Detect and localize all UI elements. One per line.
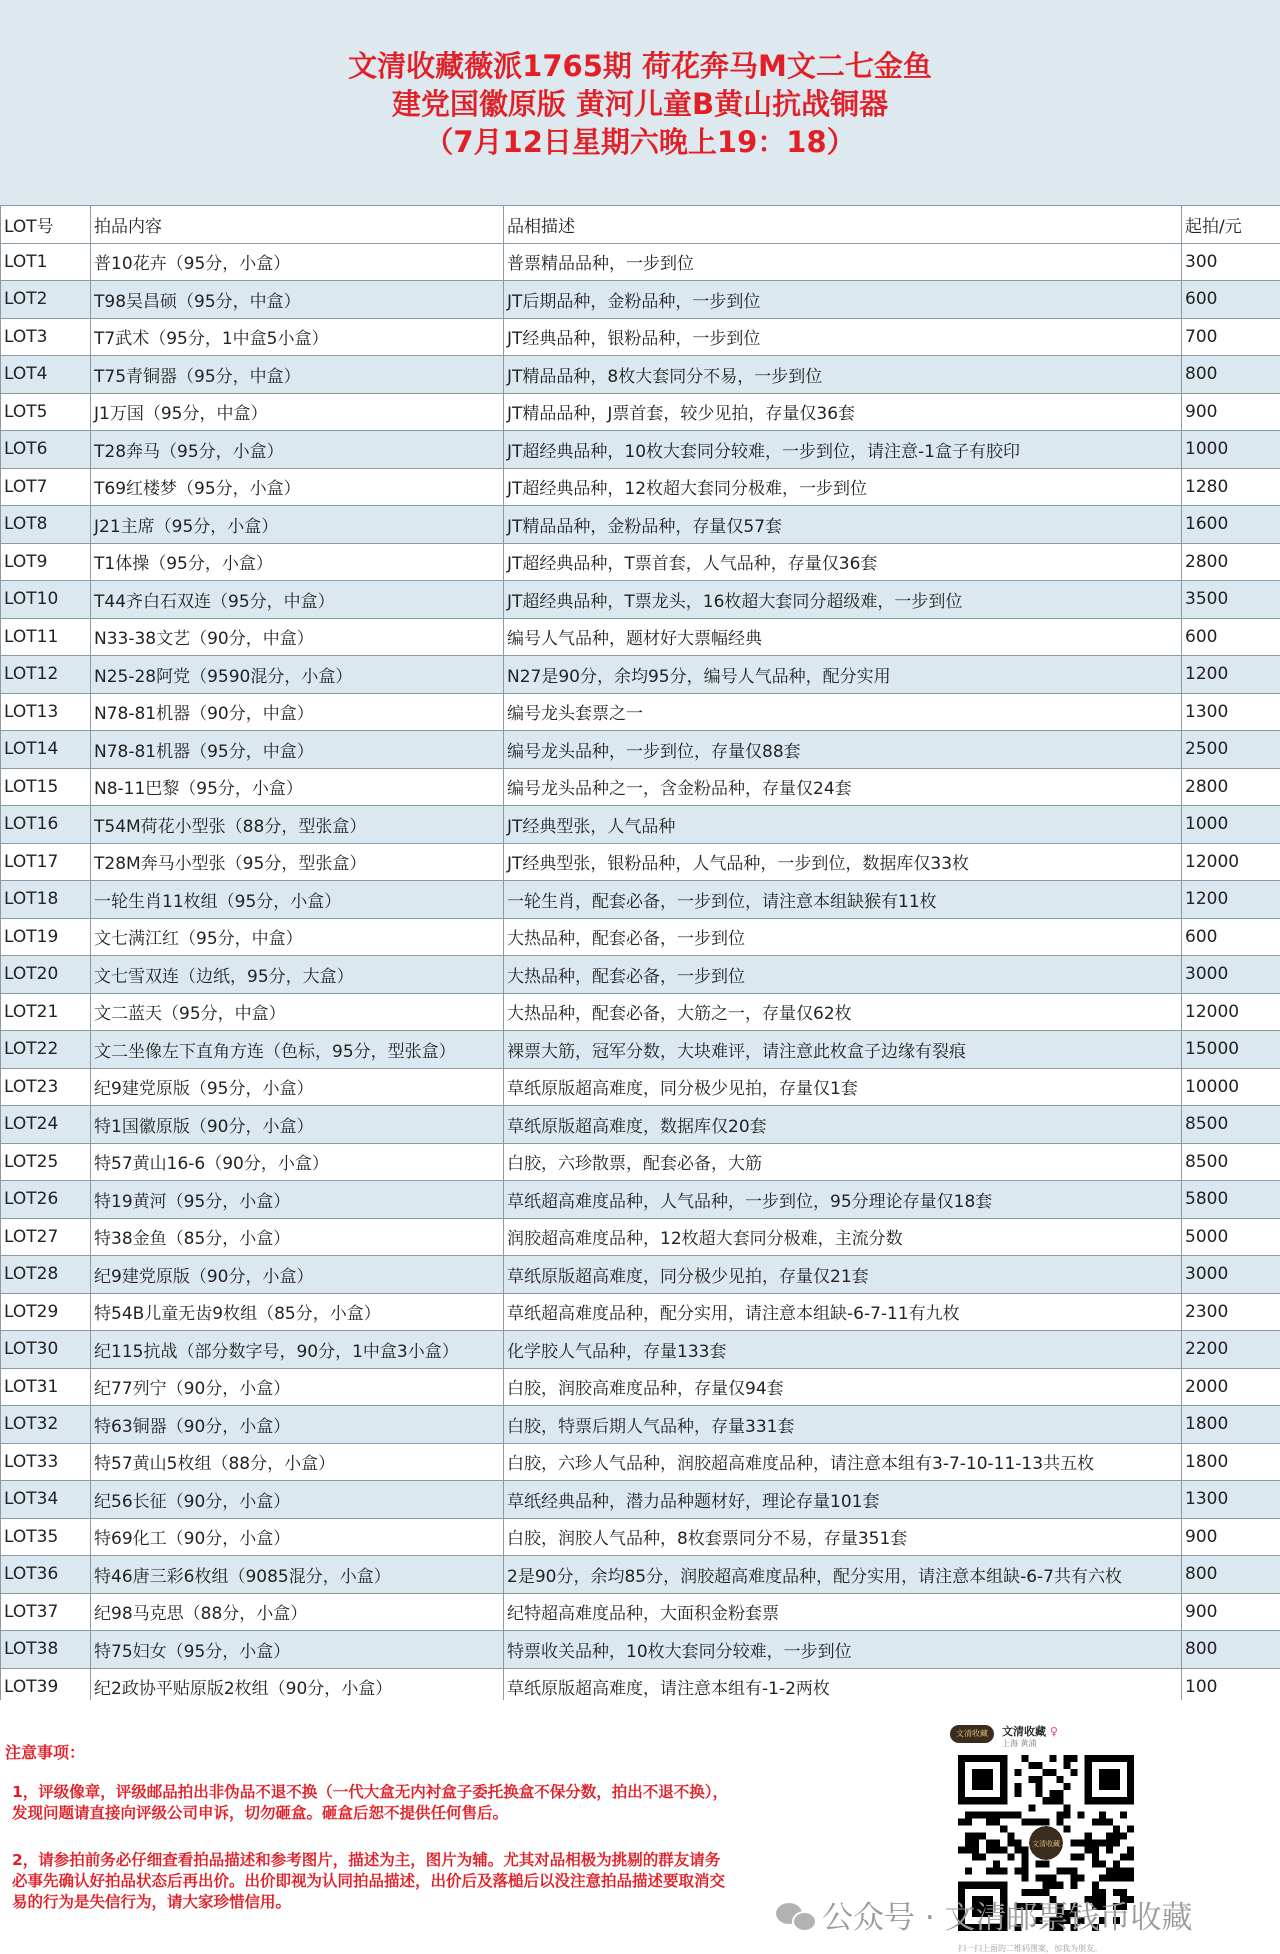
cell-start-price: 1280 [1182, 468, 1280, 506]
cell-start-price: 10000 [1182, 1068, 1280, 1106]
cell-description: JT超经典品种，12枚超大套同分极难，一步到位 [504, 468, 1182, 506]
cell-description: 编号人气品种，题材好大票幅经典 [504, 618, 1182, 656]
cell-description: JT超经典品种，10枚大套同分较难，一步到位，请注意-1盒子有胶印 [504, 431, 1182, 469]
cell-lot: LOT35 [1, 1518, 91, 1556]
cell-description: N27是90分，余均95分，编号人气品种，配分实用 [504, 656, 1182, 694]
cell-description: 草纸原版超高难度，同分极少见拍，存量仅1套 [504, 1068, 1182, 1106]
cell-item: 纪77列宁（90分，小盒） [91, 1368, 504, 1406]
cell-item: 文二蓝天（95分，中盒） [91, 993, 504, 1031]
cell-description: JT超经典品种，T票龙头，16枚超大套同分超级难，一步到位 [504, 581, 1182, 619]
brand-name [1002, 1723, 1058, 1739]
cell-item: N33-38文艺（90分，中盒） [91, 618, 504, 656]
cell-lot: LOT7 [1, 468, 91, 506]
cell-start-price: 2300 [1182, 1293, 1280, 1331]
cell-lot: LOT23 [1, 1068, 91, 1106]
cell-item: 特38金鱼（85分，小盒） [91, 1218, 504, 1256]
cell-item: 普10花卉（95分，小盒） [91, 243, 504, 281]
table-row [1, 1218, 1280, 1256]
cell-item: T69红楼梦（95分，小盒） [91, 468, 504, 506]
cell-description: 草纸超高难度品种，配分实用，请注意本组缺-6-7-11有九枚 [504, 1293, 1182, 1331]
cell-description: 白胶，六珍散票，配套必备，大筋 [504, 1143, 1182, 1181]
cell-description: JT超经典品种，T票首套，人气品种，存量仅36套 [504, 543, 1182, 581]
cell-description: 编号龙头套票之一 [504, 693, 1182, 731]
title-line-2: 建党国徽原版 黄河儿童B黄山抗战铜器 [391, 87, 889, 121]
notes-section [0, 1700, 1280, 1954]
cell-item: N25-28阿党（9590混分，小盒） [91, 656, 504, 694]
cell-item: 文七满江红（95分，中盒） [91, 918, 504, 956]
cell-lot: LOT21 [1, 993, 91, 1031]
cell-start-price: 1200 [1182, 881, 1280, 919]
cell-description: 草纸原版超高难度，同分极少见拍，存量仅21套 [504, 1256, 1182, 1294]
table-row [1, 1331, 1280, 1369]
cell-start-price: 5800 [1182, 1181, 1280, 1219]
cell-lot: LOT31 [1, 1368, 91, 1406]
cell-start-price: 600 [1182, 618, 1280, 656]
cell-item: T7武术（95分，1中盒5小盒） [91, 318, 504, 356]
cell-start-price: 2500 [1182, 731, 1280, 769]
cell-start-price: 2800 [1182, 768, 1280, 806]
cell-description: 草纸超高难度品种，人气品种，一步到位，95分理论存量仅18套 [504, 1181, 1182, 1219]
cell-description: 大热品种，配套必备，一步到位 [504, 956, 1182, 994]
table-row [1, 1106, 1280, 1144]
lot-table-body [1, 243, 1280, 1706]
cell-start-price: 8500 [1182, 1106, 1280, 1144]
cell-start-price: 3500 [1182, 581, 1280, 619]
table-row [1, 1256, 1280, 1294]
qr-center-logo-text: 文清收藏 [1031, 1838, 1061, 1848]
cell-item: J21主席（95分，小盒） [91, 506, 504, 544]
cell-description: 编号龙头品种之一，含金粉品种，存量仅24套 [504, 768, 1182, 806]
wechat-icon [776, 1901, 816, 1929]
watermark-text: 公众号 · 文清邮票钱币收藏 [822, 1900, 1193, 1936]
cell-item: 纪2政协平贴原版2枚组（90分，小盒） [91, 1668, 504, 1706]
table-row [1, 1556, 1280, 1594]
brand-badge: 文清收藏 [950, 1725, 994, 1743]
cell-start-price: 100 [1182, 1668, 1280, 1706]
cell-lot: LOT34 [1, 1481, 91, 1519]
cell-lot: LOT18 [1, 881, 91, 919]
cell-item: J1万国（95分，中盒） [91, 393, 504, 431]
cell-lot: LOT13 [1, 693, 91, 731]
cell-item: 特54B儿童无齿9枚组（85分，小盒） [91, 1293, 504, 1331]
cell-lot: LOT19 [1, 918, 91, 956]
cell-lot: LOT25 [1, 1143, 91, 1181]
cell-description: 草纸原版超高难度，数据库仅20套 [504, 1106, 1182, 1144]
cell-lot: LOT8 [1, 506, 91, 544]
cell-start-price: 600 [1182, 918, 1280, 956]
table-row [1, 806, 1280, 844]
table-header-row [1, 206, 1280, 244]
cell-start-price: 1000 [1182, 806, 1280, 844]
table-row [1, 393, 1280, 431]
cell-start-price: 900 [1182, 1518, 1280, 1556]
cell-lot: LOT29 [1, 1293, 91, 1331]
table-row [1, 506, 1280, 544]
cell-description: JT经典型张，人气品种 [504, 806, 1182, 844]
cell-item: 特69化工（90分，小盒） [91, 1518, 504, 1556]
cell-start-price: 1000 [1182, 431, 1280, 469]
cell-item: 纪9建党原版（95分，小盒） [91, 1068, 504, 1106]
cell-description: 白胶，润胶人气品种，8枚套票同分不易，存量351套 [504, 1518, 1182, 1556]
cell-item: N8-11巴黎（95分，小盒） [91, 768, 504, 806]
cell-description: 2是90分，余均85分，润胶超高难度品种，配分实用，请注意本组缺-6-7共有六枚 [504, 1556, 1182, 1594]
cell-start-price: 300 [1182, 243, 1280, 281]
cell-item: 文七雪双连（边纸，95分，大盒） [91, 956, 504, 994]
cell-lot: LOT14 [1, 731, 91, 769]
header-item: 拍品内容 [91, 206, 504, 244]
cell-start-price: 700 [1182, 318, 1280, 356]
cell-lot: LOT30 [1, 1331, 91, 1369]
table-row [1, 1181, 1280, 1219]
cell-description: 白胶，六珍人气品种，润胶超高难度品种，请注意本组有3-7-10-11-13共五枚 [504, 1443, 1182, 1481]
cell-lot: LOT28 [1, 1256, 91, 1294]
cell-start-price: 3000 [1182, 1256, 1280, 1294]
cell-start-price: 1300 [1182, 693, 1280, 731]
table-row [1, 1068, 1280, 1106]
cell-lot: LOT20 [1, 956, 91, 994]
cell-lot: LOT33 [1, 1443, 91, 1481]
cell-item: 特57黄山5枚组（88分，小盒） [91, 1443, 504, 1481]
cell-item: 特46唐三彩6枚组（9085混分，小盒） [91, 1556, 504, 1594]
cell-description: 普票精品品种，一步到位 [504, 243, 1182, 281]
cell-description: 编号龙头品种，一步到位，存量仅88套 [504, 731, 1182, 769]
cell-lot: LOT4 [1, 356, 91, 394]
cell-item: 纪9建党原版（90分，小盒） [91, 1256, 504, 1294]
lot-table [0, 205, 1280, 1706]
cell-start-price: 900 [1182, 1593, 1280, 1631]
cell-lot: LOT9 [1, 543, 91, 581]
cell-start-price: 800 [1182, 356, 1280, 394]
title-line-3: （7月12日星期六晚上19：18） [424, 125, 856, 159]
table-row [1, 918, 1280, 956]
cell-description: 纪特超高难度品种，大面积金粉套票 [504, 1593, 1182, 1631]
cell-item: 纪98马克思（88分，小盒） [91, 1593, 504, 1631]
table-row [1, 1593, 1280, 1631]
table-row [1, 993, 1280, 1031]
cell-lot: LOT32 [1, 1406, 91, 1444]
cell-description: JT精品品种，8枚大套同分不易，一步到位 [504, 356, 1182, 394]
cell-start-price: 1300 [1182, 1481, 1280, 1519]
cell-item: 特63铜器（90分，小盒） [91, 1406, 504, 1444]
cell-item: T28奔马（95分，小盒） [91, 431, 504, 469]
cell-description: JT经典品种，银粉品种，一步到位 [504, 318, 1182, 356]
cell-start-price: 900 [1182, 393, 1280, 431]
table-row [1, 1518, 1280, 1556]
cell-description: 特票收关品种，10枚大套同分较难，一步到位 [504, 1631, 1182, 1669]
cell-lot: LOT11 [1, 618, 91, 656]
cell-start-price: 2800 [1182, 543, 1280, 581]
cell-item: T28M奔马小型张（95分，型张盒） [91, 843, 504, 881]
cell-start-price: 800 [1182, 1631, 1280, 1669]
cell-lot: LOT3 [1, 318, 91, 356]
cell-start-price: 1200 [1182, 656, 1280, 694]
cell-start-price: 1800 [1182, 1406, 1280, 1444]
table-row [1, 1031, 1280, 1069]
cell-item: N78-81机器（90分，中盒） [91, 693, 504, 731]
notes-title: 注意事项： [5, 1743, 86, 1762]
cell-lot: LOT17 [1, 843, 91, 881]
qr-caption: 扫一扫上面的二维码图案，加我为朋友。 [958, 1944, 1102, 1953]
page-header [0, 0, 1280, 205]
cell-item: N78-81机器（95分，中盒） [91, 731, 504, 769]
cell-lot: LOT16 [1, 806, 91, 844]
cell-item: 特57黄山16-6（90分，小盒） [91, 1143, 504, 1181]
cell-description: 大热品种，配套必备，大筋之一，存量仅62枚 [504, 993, 1182, 1031]
cell-start-price: 800 [1182, 1556, 1280, 1594]
cell-lot: LOT39 [1, 1668, 91, 1706]
header-description: 品相描述 [504, 206, 1182, 244]
cell-lot: LOT24 [1, 1106, 91, 1144]
cell-start-price: 12000 [1182, 993, 1280, 1031]
cell-item: T44齐白石双连（95分，中盒） [91, 581, 504, 619]
cell-lot: LOT36 [1, 1556, 91, 1594]
cell-description: 裸票大筋，冠军分数，大块难评，请注意此枚盒子边缘有裂痕 [504, 1031, 1182, 1069]
cell-start-price: 15000 [1182, 1031, 1280, 1069]
table-row [1, 1443, 1280, 1481]
table-row [1, 581, 1280, 619]
cell-item: 一轮生肖11枚组（95分，小盒） [91, 881, 504, 919]
table-row [1, 656, 1280, 694]
cell-description: 一轮生肖，配套必备，一步到位，请注意本组缺猴有11枚 [504, 881, 1182, 919]
cell-start-price: 8500 [1182, 1143, 1280, 1181]
cell-lot: LOT38 [1, 1631, 91, 1669]
watermark [776, 1892, 1193, 1937]
table-row [1, 1143, 1280, 1181]
table-row [1, 731, 1280, 769]
cell-lot: LOT27 [1, 1218, 91, 1256]
cell-start-price: 12000 [1182, 843, 1280, 881]
cell-description: 草纸原版超高难度，请注意本组有-1-2两枚 [504, 1668, 1182, 1706]
cell-lot: LOT37 [1, 1593, 91, 1631]
title-block [0, 47, 1280, 161]
table-row [1, 881, 1280, 919]
cell-item: 特19黄河（95分，小盒） [91, 1181, 504, 1219]
table-row [1, 468, 1280, 506]
cell-lot: LOT15 [1, 768, 91, 806]
cell-description: 白胶，润胶高难度品种，存量仅94套 [504, 1368, 1182, 1406]
cell-start-price: 1600 [1182, 506, 1280, 544]
cell-lot: LOT22 [1, 1031, 91, 1069]
table-row [1, 543, 1280, 581]
cell-lot: LOT6 [1, 431, 91, 469]
cell-lot: LOT12 [1, 656, 91, 694]
cell-item: 纪56长征（90分，小盒） [91, 1481, 504, 1519]
cell-start-price: 1800 [1182, 1443, 1280, 1481]
table-row [1, 1293, 1280, 1331]
table-row [1, 281, 1280, 319]
cell-item: T54M荷花小型张（88分，型张盒） [91, 806, 504, 844]
cell-start-price: 3000 [1182, 956, 1280, 994]
cell-description: 草纸经典品种，潜力品种题材好，理论存量101套 [504, 1481, 1182, 1519]
cell-item: 纪115抗战（部分数字号，90分，1中盒3小盒） [91, 1331, 504, 1369]
table-row [1, 318, 1280, 356]
cell-description: JT后期品种，金粉品种，一步到位 [504, 281, 1182, 319]
cell-start-price: 2200 [1182, 1331, 1280, 1369]
cell-item: 文二坐像左下直角方连（色标，95分，型张盒） [91, 1031, 504, 1069]
note-paragraph-2: 2，请参拍前务必仔细查看拍品描述和参考图片，描述为主，图片为辅。尤其对品相极为挑剔的群友请务必事先确认好拍品状态后再出价。出价即视为认同拍品描述，出价后及落槌后以没注意拍品描述要取消交易的行为是失信行为，请大家珍惜信用。 [12, 1851, 726, 1911]
table-row [1, 243, 1280, 281]
cell-lot: LOT10 [1, 581, 91, 619]
cell-item: 特75妇女（95分，小盒） [91, 1631, 504, 1669]
cell-start-price: 5000 [1182, 1218, 1280, 1256]
header-lot: LOT号 [1, 206, 91, 244]
cell-item: T1体操（95分，小盒） [91, 543, 504, 581]
female-icon: ♀ [1049, 1725, 1058, 1738]
cell-lot: LOT2 [1, 281, 91, 319]
cell-start-price: 600 [1182, 281, 1280, 319]
cell-item: 特1国徽原版（90分，小盒） [91, 1106, 504, 1144]
cell-item: T98吴昌硕（95分，中盒） [91, 281, 504, 319]
cell-item: T75青铜器（95分，中盒） [91, 356, 504, 394]
cell-description: JT精品品种，金粉品种，存量仅57套 [504, 506, 1182, 544]
table-row [1, 1406, 1280, 1444]
header-start-price: 起拍/元 [1182, 206, 1280, 244]
table-row [1, 1631, 1280, 1669]
cell-description: 白胶，特票后期人气品种，存量331套 [504, 1406, 1182, 1444]
title-line-1: 文清收藏薇派1765期 荷花奔马M文二七金鱼 [348, 49, 932, 83]
cell-lot: LOT1 [1, 243, 91, 281]
cell-description: JT精品品种，J票首套，较少见拍，存量仅36套 [504, 393, 1182, 431]
table-row [1, 618, 1280, 656]
table-row [1, 768, 1280, 806]
table-row [1, 431, 1280, 469]
table-row [1, 356, 1280, 394]
table-row [1, 843, 1280, 881]
cell-lot: LOT26 [1, 1181, 91, 1219]
note-paragraph-1: 1，评级像章，评级邮品拍出非伪品不退不换（一代大盒无内衬盒子委托换盒不保分数，拍出不退不换），发现问题请直接向评级公司申诉，切勿砸盒。砸盒后恕不提供任何售后。 [12, 1783, 729, 1822]
table-row [1, 693, 1280, 731]
cell-description: JT经典型张，银粉品种，人气品种，一步到位，数据库仅33枚 [504, 843, 1182, 881]
brand-location: 上海 黄浦 [1002, 1739, 1037, 1748]
cell-description: 润胶超高难度品种，12枚超大套同分极难，主流分数 [504, 1218, 1182, 1256]
table-row [1, 1368, 1280, 1406]
cell-description: 大热品种，配套必备，一步到位 [504, 918, 1182, 956]
cell-description: 化学胶人气品种，存量133套 [504, 1331, 1182, 1369]
brand-name-text: 文清收藏 [1002, 1725, 1046, 1738]
table-row [1, 1481, 1280, 1519]
table-row [1, 956, 1280, 994]
cell-start-price: 2000 [1182, 1368, 1280, 1406]
cell-lot: LOT5 [1, 393, 91, 431]
